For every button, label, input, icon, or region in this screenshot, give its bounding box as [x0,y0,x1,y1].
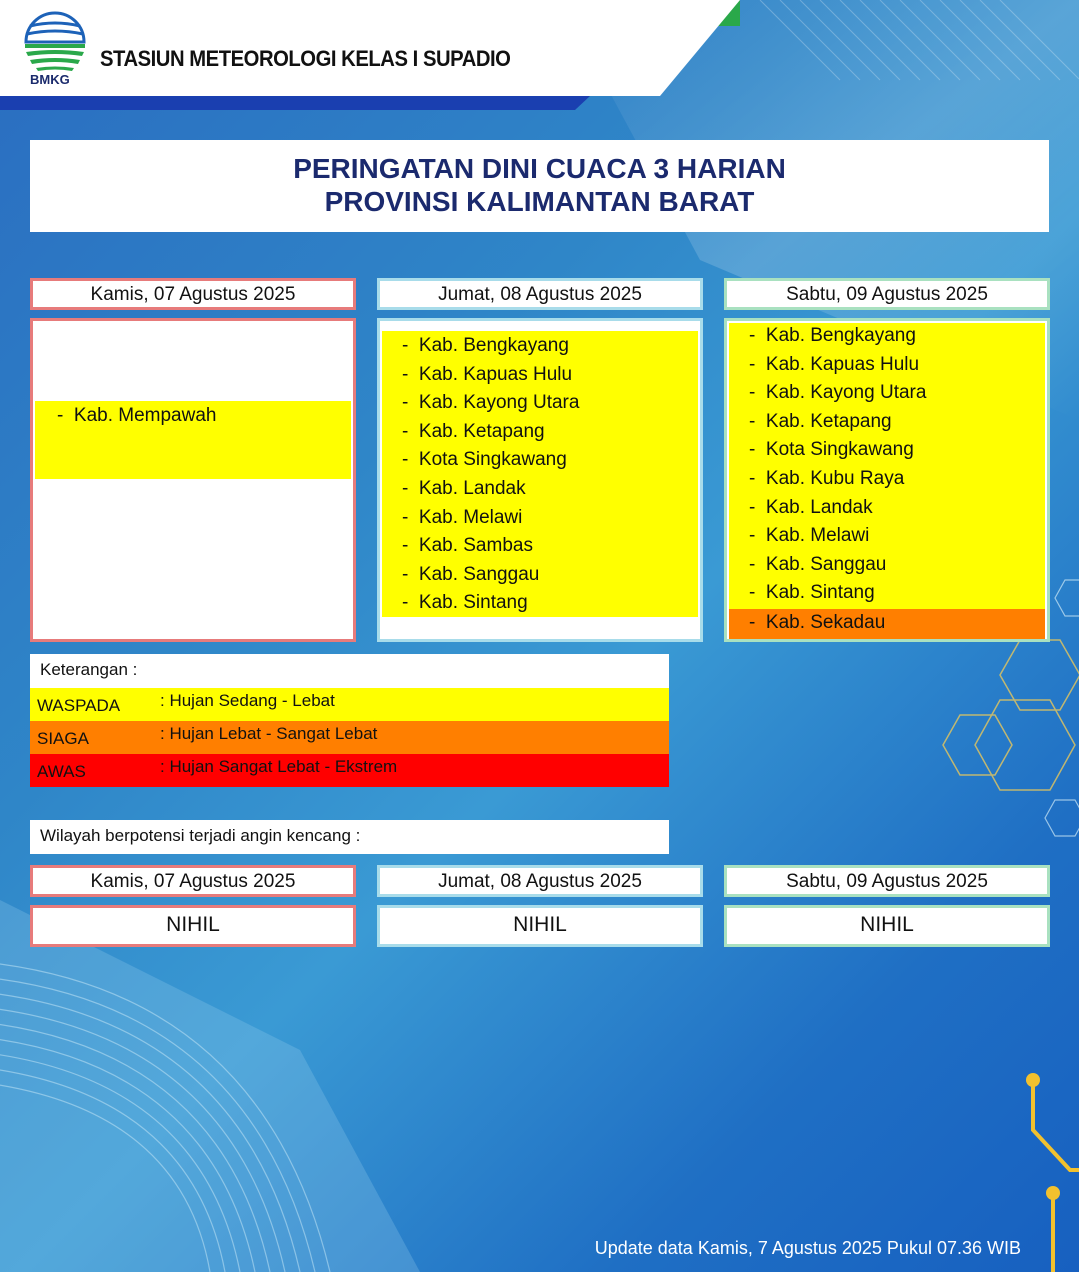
logo-text: BMKG [30,72,70,87]
title-line-1: PERINGATAN DINI CUACA 3 HARIAN [293,153,786,184]
list-item: - Kab. Kubu Raya [749,468,905,489]
wind-heading: Wilayah berpotensi terjadi angin kencang : [30,820,669,854]
list-item: - Kota Singkawang [402,449,567,471]
station-name: STASIUN METEOROLOGI KELAS I SUPADIO [100,46,511,71]
list-item: - Kab. Bengkayang [402,335,569,356]
legend-row-waspada [30,688,669,721]
list-item: - Kab. Sintang [749,582,875,604]
wind-date-day-1: Kamis, 07 Agustus 2025 [30,865,356,897]
wind-value-day-3: NIHIL [724,905,1050,947]
warning-list-day-1 [30,318,356,642]
list-item: - Kab. Landak [749,496,873,518]
update-timestamp: Update data Kamis, 7 Agustus 2025 Pukul 07.36 WIB [594,1238,1021,1258]
legend-level-name: WASPADA [37,696,121,715]
wind-value-day-2: NIHIL [377,905,703,947]
header-bottom-strip [0,96,590,110]
list-item: - Kab. Melawi [749,525,870,547]
title-box [30,140,1049,232]
list-item: - Kota Singkawang [749,439,914,461]
legend-level-desc: : Hujan Sedang - Lebat [160,691,335,710]
warning-list-day-2 [377,318,703,642]
list-item: - Kab. Landak [402,478,526,499]
list-item: - Kab. Ketapang [749,410,892,432]
warning-list-day-3 [724,318,1050,642]
list-item: - Kab. Kayong Utara [402,392,580,414]
list-item: - Kab. Sambas [402,535,533,557]
list-item: - Kab. Bengkayang [749,325,916,346]
legend-level-name: AWAS [37,762,86,781]
list-item: - Kab. Sanggau [402,563,540,585]
legend-level-desc: : Hujan Lebat - Sangat Lebat [160,724,378,743]
list-item: - Kab. Mempawah [57,405,217,426]
wind-date-day-2: Jumat, 08 Agustus 2025 [377,865,703,897]
legend-row-awas [30,754,669,787]
list-item: - Kab. Ketapang [402,420,545,442]
list-item: - Kab. Kapuas Hulu [749,353,920,375]
wind-date-day-3: Sabtu, 09 Agustus 2025 [724,865,1050,897]
legend-level-name: SIAGA [37,729,89,748]
list-item: - Kab. Melawi [402,506,523,528]
date-day-3: Sabtu, 09 Agustus 2025 [724,278,1050,310]
list-item: - Kab. Kapuas Hulu [402,363,573,385]
date-day-1: Kamis, 07 Agustus 2025 [30,278,356,310]
legend-level-desc: : Hujan Sangat Lebat - Ekstrem [160,757,398,776]
legend-row-siaga [30,721,669,754]
legend-heading: Keterangan : [30,654,669,688]
list-item: - Kab. Sanggau [749,553,887,575]
title-line-2: PROVINSI KALIMANTAN BARAT [324,186,755,217]
wind-value-day-1: NIHIL [30,905,356,947]
date-day-2: Jumat, 08 Agustus 2025 [377,278,703,310]
list-item: - Kab. Sintang [402,592,528,614]
list-item: - Kab. Kayong Utara [749,382,927,404]
list-item: - Kab. Sekadau [749,612,886,633]
